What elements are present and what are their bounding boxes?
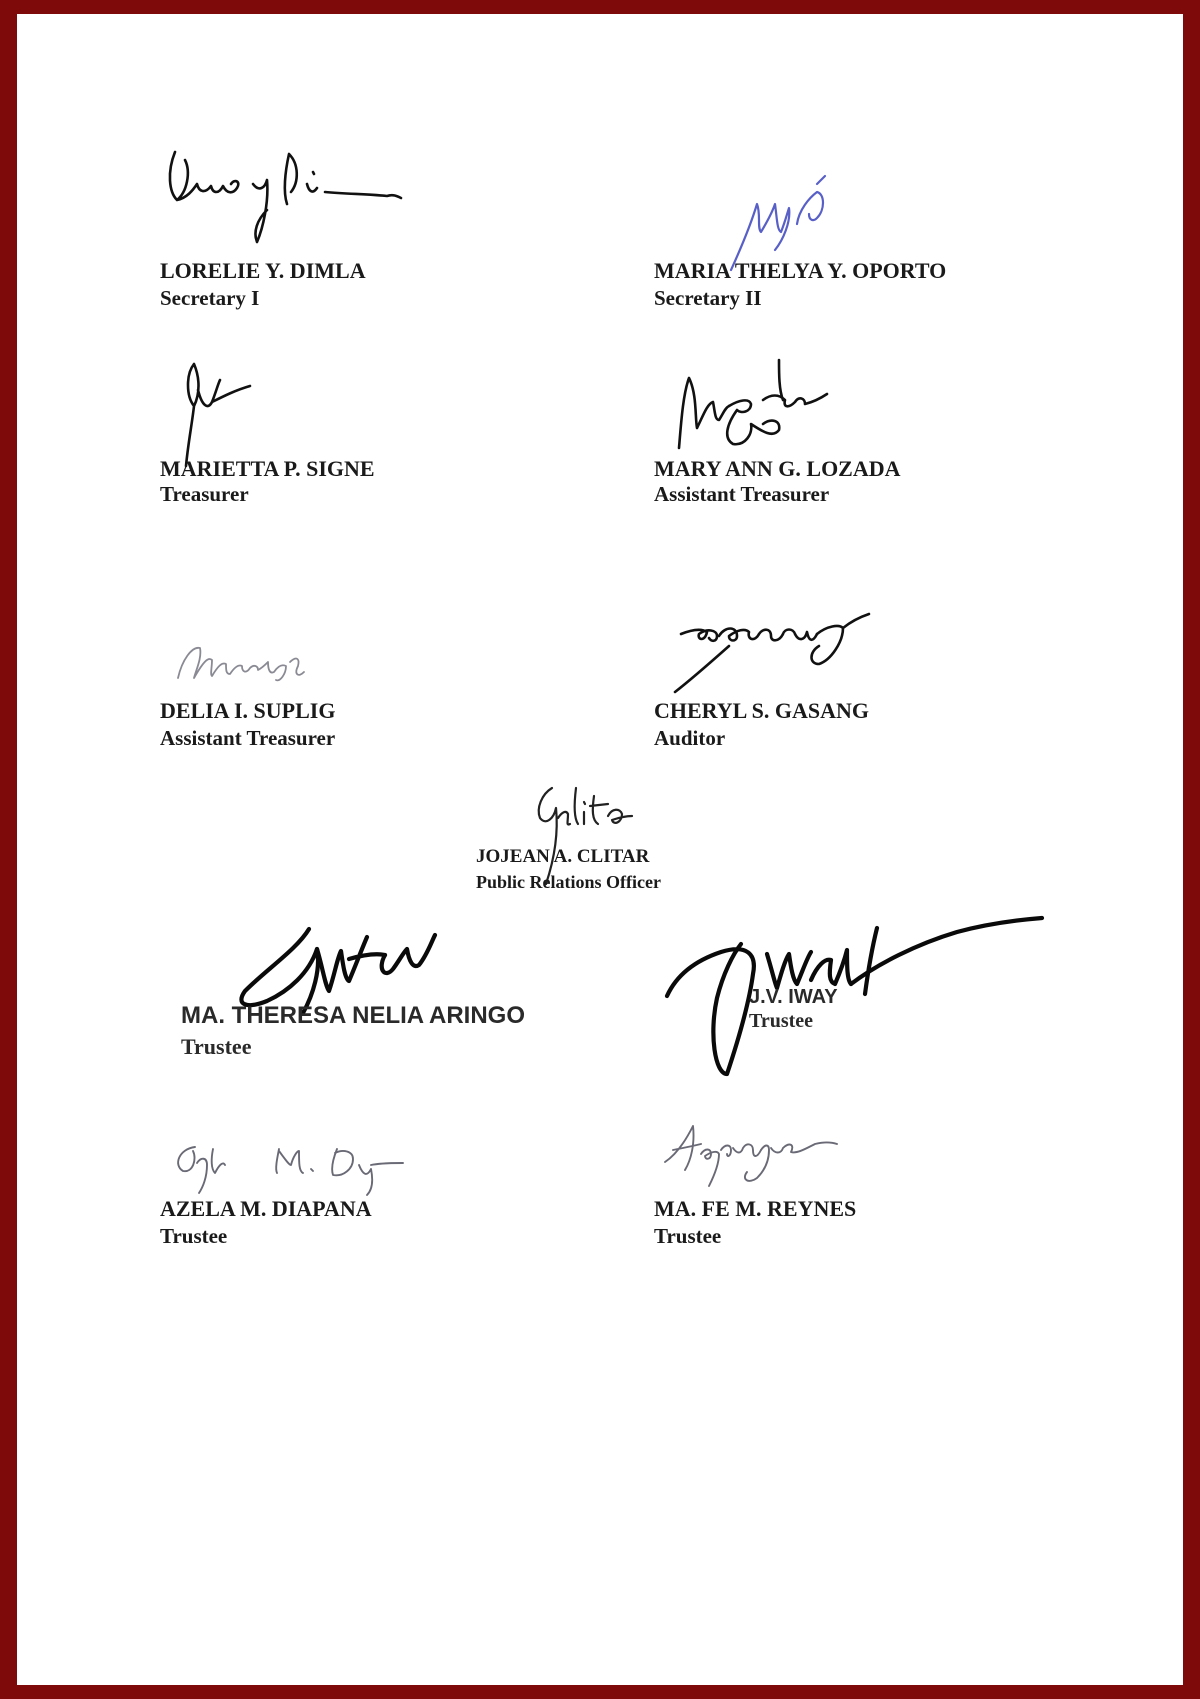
- signatory-name: AZELA M. DIAPANA: [160, 1196, 372, 1221]
- signatory-title: Assistant Treasurer: [654, 482, 830, 506]
- signatory-name: LORELIE Y. DIMLA: [160, 258, 366, 283]
- signatory-name: JOJEAN A. CLITAR: [476, 846, 650, 867]
- signatory-title: Secretary II: [654, 286, 762, 310]
- signatory-title: Auditor: [654, 726, 726, 750]
- signatory-name: MA. THERESA NELIA ARINGO: [181, 1002, 526, 1029]
- signatory-title: Trustee: [160, 1224, 228, 1248]
- signatory-name: MARY ANN G. LOZADA: [654, 456, 901, 481]
- signatory-name: MARIA THELYA Y. OPORTO: [654, 258, 947, 283]
- signatory-name: CHERYL S. GASANG: [654, 698, 869, 723]
- signatory-title: Trustee: [181, 1034, 252, 1059]
- signatory-name: DELIA I. SUPLIG: [160, 698, 336, 723]
- signatory-name: MA. FE M. REYNES: [654, 1196, 857, 1221]
- signature-image-iway: [657, 904, 1047, 1084]
- signature-image-dimla: [157, 132, 417, 272]
- signatory-title: Treasurer: [160, 482, 249, 506]
- signature-image-lozada: [667, 354, 837, 464]
- signature-image-suplig: [172, 634, 312, 694]
- signature-image-reynes: [657, 1114, 847, 1194]
- signatory-title: Trustee: [749, 1010, 814, 1032]
- signatory-name: J.V. IWAY: [749, 986, 838, 1008]
- signature-image-diapana: [167, 1129, 417, 1199]
- signatory-title: Public Relations Officer: [476, 872, 661, 892]
- signatory-name: MARIETTA P. SIGNE: [160, 456, 375, 481]
- signature-image-gasang: [667, 602, 877, 702]
- signatory-title: Secretary I: [160, 286, 260, 310]
- signatory-title: Assistant Treasurer: [160, 726, 336, 750]
- signatory-title: Trustee: [654, 1224, 722, 1248]
